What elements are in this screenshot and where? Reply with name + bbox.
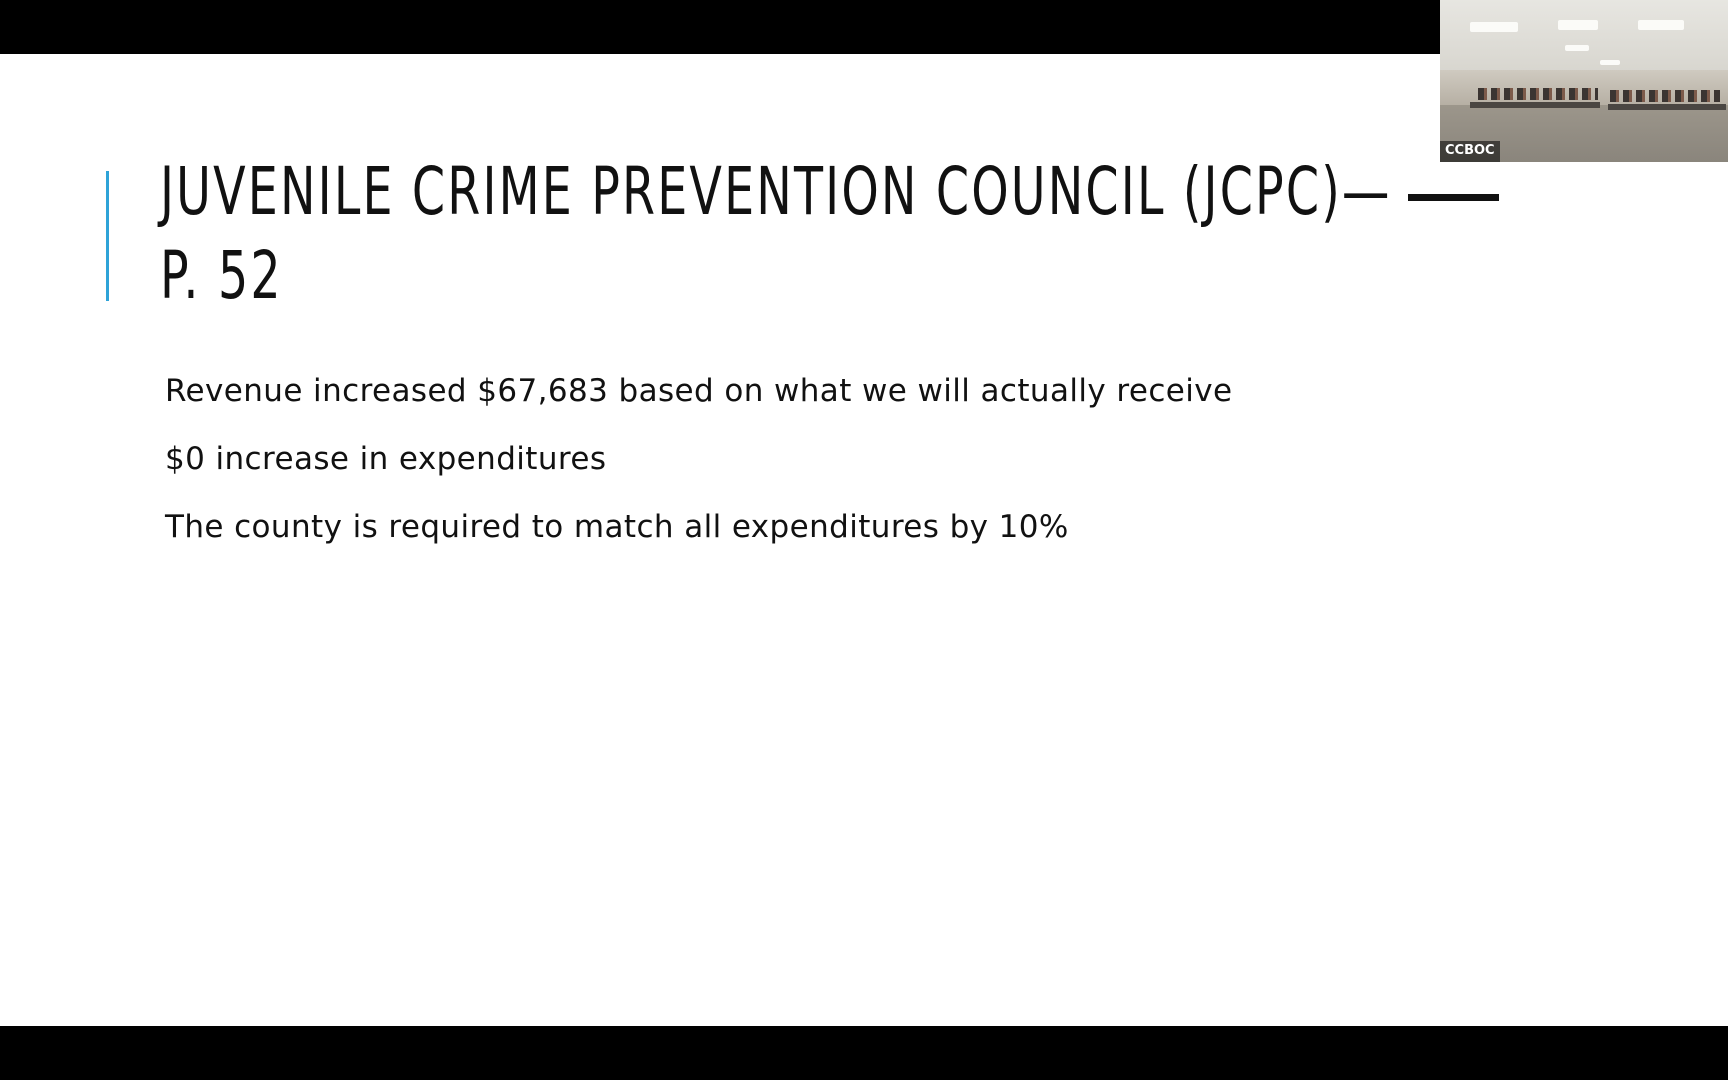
ceiling-light [1470, 22, 1518, 32]
slide-bullet-list [165, 374, 1232, 578]
ceiling-light [1565, 45, 1589, 51]
video-participants-right [1610, 90, 1720, 102]
participant-video-tile[interactable] [1440, 0, 1728, 162]
video-participants-left [1478, 88, 1598, 100]
bullet-county-match: The county is required to match all expenditures by 10% [165, 509, 1069, 545]
slide-title [160, 150, 1392, 318]
video-table-right [1608, 104, 1726, 110]
title-accent-bar [106, 171, 109, 301]
bullet-revenue: Revenue increased $67,683 based on what we will actually receive [165, 373, 1233, 409]
video-room-ceiling [1440, 0, 1728, 80]
presentation-slide [0, 54, 1728, 1026]
slide-title-line-2: P. 52 [160, 237, 283, 314]
participant-name-label: CCBOC [1440, 141, 1500, 162]
bullet-expenditures: $0 increase in expenditures [165, 441, 607, 477]
slide-title-line-1: JUVENILE CRIME PREVENTION COUNCIL (JCPC)— [160, 153, 1392, 230]
video-table-left [1470, 102, 1600, 108]
ceiling-light [1638, 20, 1684, 30]
letterbox-bottom [0, 1026, 1728, 1080]
ceiling-light [1600, 60, 1620, 65]
title-dash-rule [1408, 194, 1499, 201]
ceiling-light [1558, 20, 1598, 30]
